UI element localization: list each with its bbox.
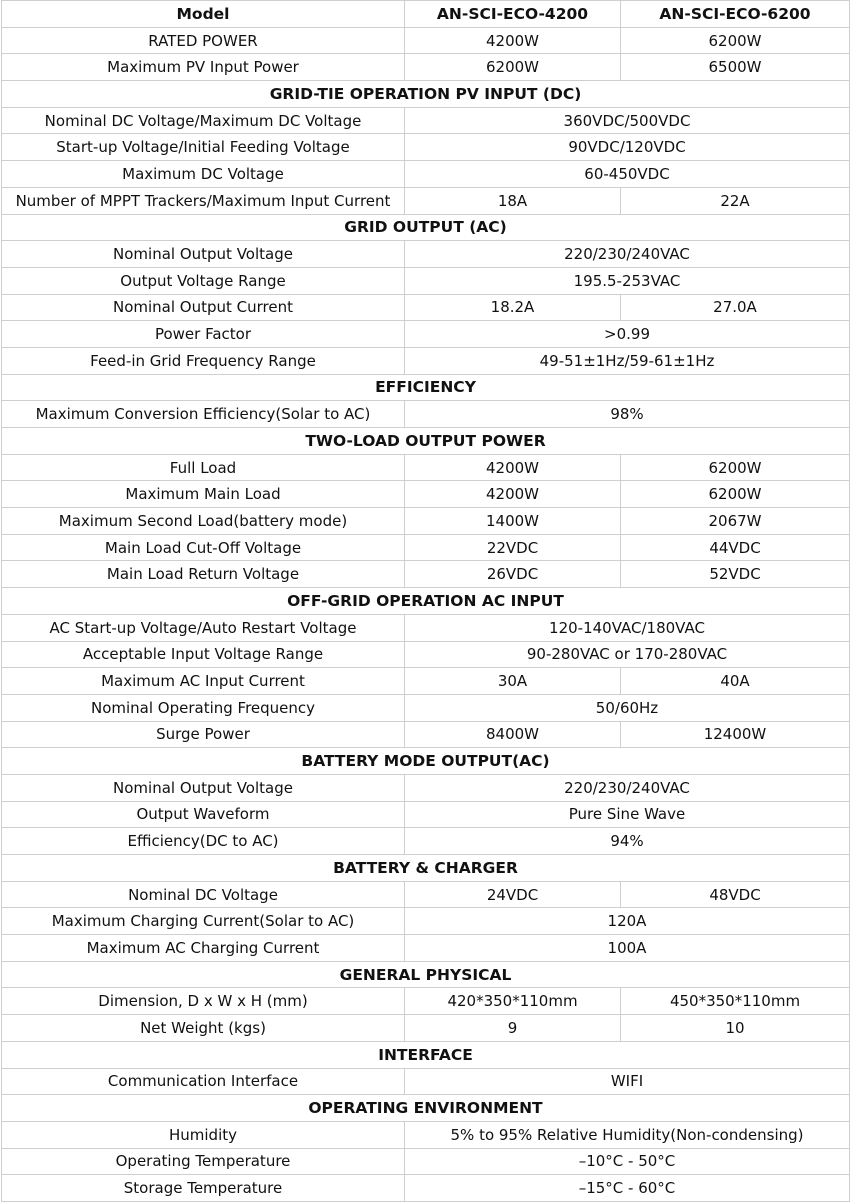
section-title: TWO-LOAD OUTPUT POWER [2, 428, 850, 455]
spec-row [2, 774, 850, 801]
row-value-shared: 98% [405, 401, 850, 428]
section-title: GRID-TIE OPERATION PV INPUT (DC) [2, 81, 850, 108]
spec-row [2, 988, 850, 1015]
section-header-row [2, 748, 850, 775]
spec-row [2, 107, 850, 134]
row-value-shared: 220/230/240VAC [405, 241, 850, 268]
header-row [2, 1, 850, 28]
spec-row [2, 1148, 850, 1175]
spec-table [1, 0, 850, 1202]
row-value-shared: 120A [405, 908, 850, 935]
row-value-shared: WIFI [405, 1068, 850, 1095]
spec-row [2, 481, 850, 508]
row-label: Operating Temperature [2, 1148, 405, 1175]
row-value-model-2: 6500W [621, 54, 850, 81]
section-title: GENERAL PHYSICAL [2, 961, 850, 988]
row-label: Feed-in Grid Frequency Range [2, 347, 405, 374]
row-label: Nominal DC Voltage [2, 881, 405, 908]
row-value-model-1: 6200W [405, 54, 621, 81]
row-value-model-2: 27.0A [621, 294, 850, 321]
spec-row [2, 641, 850, 668]
section-title: GRID OUTPUT (AC) [2, 214, 850, 241]
row-value-model-2: 48VDC [621, 881, 850, 908]
spec-row [2, 908, 850, 935]
row-label: Output Voltage Range [2, 267, 405, 294]
row-label: Nominal Output Voltage [2, 774, 405, 801]
row-value-model-2: 6200W [621, 454, 850, 481]
spec-row [2, 1068, 850, 1095]
row-label: Number of MPPT Trackers/Maximum Input Current [2, 187, 405, 214]
row-label: Nominal Output Current [2, 294, 405, 321]
row-value-model-1: 4200W [405, 481, 621, 508]
spec-row [2, 294, 850, 321]
section-header-row [2, 81, 850, 108]
section-header-row [2, 961, 850, 988]
row-value-model-2: 22A [621, 187, 850, 214]
spec-row [2, 828, 850, 855]
row-value-model-1: 4200W [405, 27, 621, 54]
spec-row [2, 801, 850, 828]
row-value-shared: 90-280VAC or 170-280VAC [405, 641, 850, 668]
spec-row [2, 134, 850, 161]
row-value-model-1: 9 [405, 1015, 621, 1042]
row-label: Maximum Charging Current(Solar to AC) [2, 908, 405, 935]
row-value-shared: 50/60Hz [405, 694, 850, 721]
row-value-shared: >0.99 [405, 321, 850, 348]
spec-row [2, 721, 850, 748]
section-title: OPERATING ENVIRONMENT [2, 1095, 850, 1122]
spec-row [2, 1121, 850, 1148]
row-label: Nominal Output Voltage [2, 241, 405, 268]
section-title: EFFICIENCY [2, 374, 850, 401]
header-model-2: AN-SCI-ECO-6200 [621, 1, 850, 28]
row-label: Maximum AC Input Current [2, 668, 405, 695]
row-value-model-2: 10 [621, 1015, 850, 1042]
row-value-shared: 100A [405, 935, 850, 962]
row-label: Acceptable Input Voltage Range [2, 641, 405, 668]
row-value-model-2: 44VDC [621, 534, 850, 561]
row-value-shared: 60-450VDC [405, 161, 850, 188]
row-label: Start-up Voltage/Initial Feeding Voltage [2, 134, 405, 161]
row-value-shared: –10°C - 50°C [405, 1148, 850, 1175]
row-label: Main Load Return Voltage [2, 561, 405, 588]
row-label: Maximum Main Load [2, 481, 405, 508]
spec-row [2, 561, 850, 588]
spec-row [2, 347, 850, 374]
spec-row [2, 321, 850, 348]
row-label: Humidity [2, 1121, 405, 1148]
row-label: Main Load Cut-Off Voltage [2, 534, 405, 561]
spec-table-body [2, 1, 850, 1202]
section-header-row [2, 374, 850, 401]
row-value-shared: 220/230/240VAC [405, 774, 850, 801]
row-value-model-2: 52VDC [621, 561, 850, 588]
row-value-shared: 5% to 95% Relative Humidity(Non-condensing) [405, 1121, 850, 1148]
row-label: Maximum AC Charging Current [2, 935, 405, 962]
row-label: Maximum DC Voltage [2, 161, 405, 188]
spec-row [2, 454, 850, 481]
spec-row [2, 1015, 850, 1042]
row-label: Maximum PV Input Power [2, 54, 405, 81]
header-model-1: AN-SCI-ECO-4200 [405, 1, 621, 28]
row-value-shared: Pure Sine Wave [405, 801, 850, 828]
spec-row [2, 508, 850, 535]
row-value-model-1: 4200W [405, 454, 621, 481]
row-label: Maximum Second Load(battery mode) [2, 508, 405, 535]
spec-row [2, 54, 850, 81]
row-value-model-1: 1400W [405, 508, 621, 535]
row-value-model-2: 2067W [621, 508, 850, 535]
row-label: Efficiency(DC to AC) [2, 828, 405, 855]
section-header-row [2, 1041, 850, 1068]
row-value-model-1: 8400W [405, 721, 621, 748]
section-title: BATTERY MODE OUTPUT(AC) [2, 748, 850, 775]
row-value-shared: 90VDC/120VDC [405, 134, 850, 161]
row-value-model-2: 12400W [621, 721, 850, 748]
row-value-model-1: 18A [405, 187, 621, 214]
row-label: Net Weight (kgs) [2, 1015, 405, 1042]
section-title: BATTERY & CHARGER [2, 855, 850, 882]
spec-row [2, 241, 850, 268]
header-label: Model [2, 1, 405, 28]
row-label: Output Waveform [2, 801, 405, 828]
row-value-shared: 94% [405, 828, 850, 855]
row-value-shared: 120-140VAC/180VAC [405, 614, 850, 641]
row-value-shared: 360VDC/500VDC [405, 107, 850, 134]
row-label: Power Factor [2, 321, 405, 348]
row-value-model-1: 26VDC [405, 561, 621, 588]
row-value-model-2: 450*350*110mm [621, 988, 850, 1015]
spec-row [2, 668, 850, 695]
row-value-model-2: 6200W [621, 481, 850, 508]
row-label: Nominal Operating Frequency [2, 694, 405, 721]
section-header-row [2, 855, 850, 882]
spec-row [2, 694, 850, 721]
spec-row [2, 267, 850, 294]
row-value-model-1: 22VDC [405, 534, 621, 561]
row-value-model-1: 24VDC [405, 881, 621, 908]
spec-row [2, 187, 850, 214]
row-value-model-2: 40A [621, 668, 850, 695]
row-label: Surge Power [2, 721, 405, 748]
row-label: Maximum Conversion Efficiency(Solar to AC) [2, 401, 405, 428]
row-value-shared: 49-51±1Hz/59-61±1Hz [405, 347, 850, 374]
spec-row [2, 935, 850, 962]
section-header-row [2, 588, 850, 615]
row-value-model-2: 6200W [621, 27, 850, 54]
spec-row [2, 614, 850, 641]
spec-row [2, 161, 850, 188]
section-header-row [2, 428, 850, 455]
section-title: OFF-GRID OPERATION AC INPUT [2, 588, 850, 615]
row-value-model-1: 30A [405, 668, 621, 695]
spec-row [2, 401, 850, 428]
section-header-row [2, 214, 850, 241]
row-value-model-1: 18.2A [405, 294, 621, 321]
row-label: Nominal DC Voltage/Maximum DC Voltage [2, 107, 405, 134]
row-value-model-1: 420*350*110mm [405, 988, 621, 1015]
section-header-row [2, 1095, 850, 1122]
row-label: AC Start-up Voltage/Auto Restart Voltage [2, 614, 405, 641]
row-value-shared: 195.5-253VAC [405, 267, 850, 294]
row-label: Communication Interface [2, 1068, 405, 1095]
row-value-shared: –15°C - 60°C [405, 1175, 850, 1202]
spec-row [2, 1175, 850, 1202]
section-title: INTERFACE [2, 1041, 850, 1068]
row-label: Full Load [2, 454, 405, 481]
spec-row [2, 534, 850, 561]
spec-row [2, 27, 850, 54]
spec-row [2, 881, 850, 908]
row-label: Storage Temperature [2, 1175, 405, 1202]
row-label: Dimension, D x W x H (mm) [2, 988, 405, 1015]
row-label: RATED POWER [2, 27, 405, 54]
